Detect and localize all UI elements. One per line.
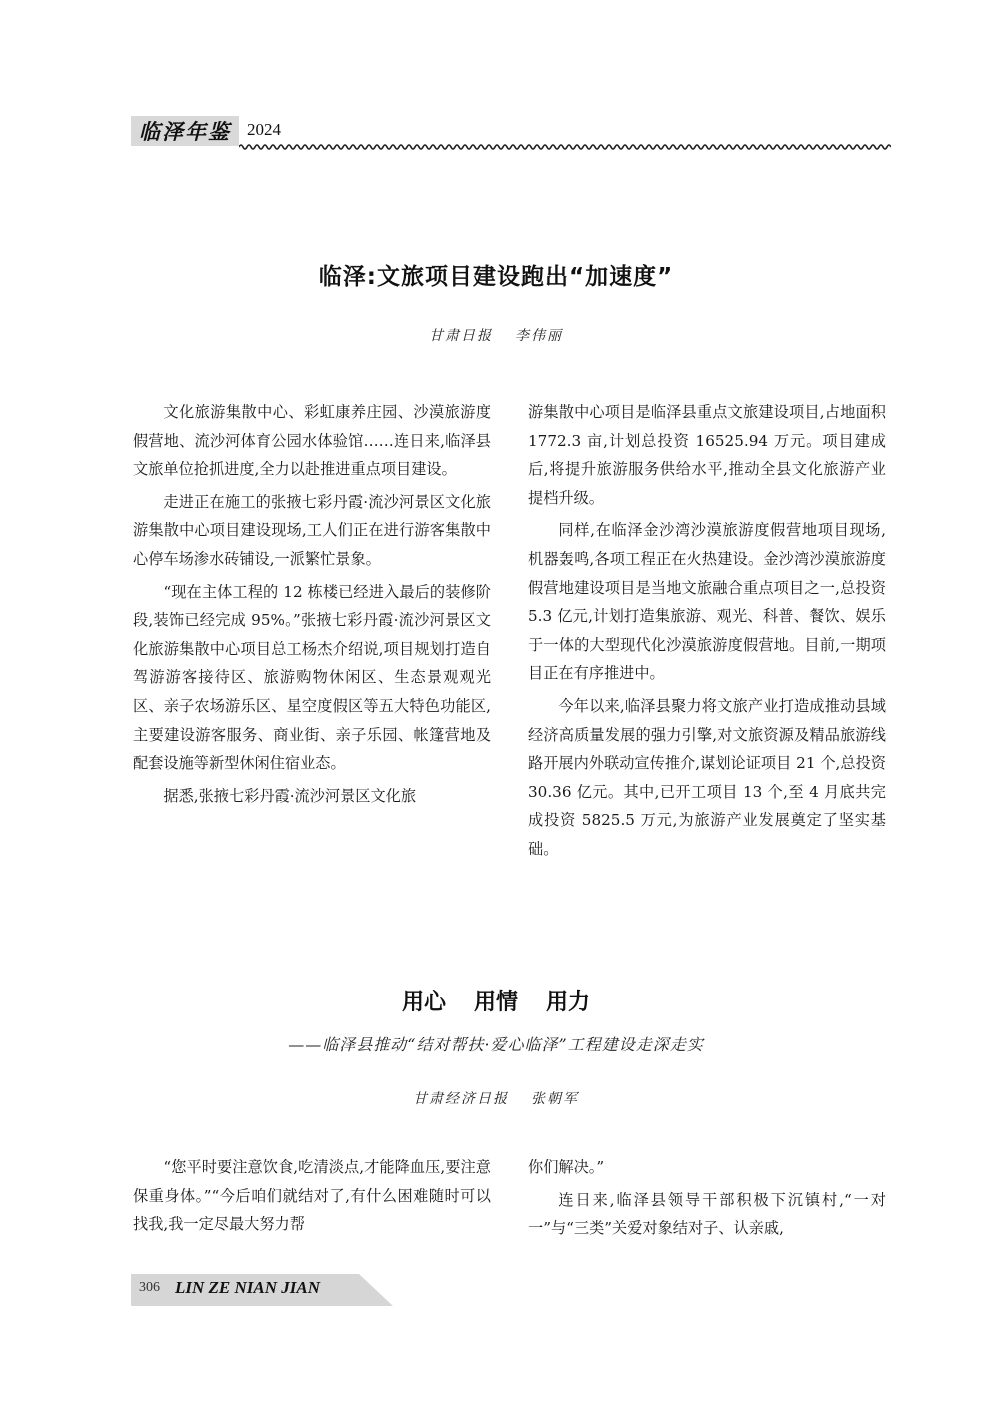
header-year: 2024 [247, 120, 281, 139]
article-1-title: 临泽:文旅项目建设跑出“加速度” [318, 264, 674, 290]
article-1-byline [0, 325, 992, 345]
article-2-byline [0, 1088, 992, 1108]
article-2-subtitle: ——临泽县推动“结对帮扶·爱心临泽”工程建设走深走实 [288, 1035, 704, 1054]
paragraph: 游集散中心项目是临泽县重点文旅建设项目,占地面积 1772.3 亩,计划总投资 16525.94 万元。项目建成后,将提升旅游服务供给水平,推动全县文化旅游产业提档升级。 [528, 403, 886, 507]
article-2-title-part: 用力 [546, 990, 591, 1015]
article-1-author: 李伟丽 [515, 328, 563, 344]
paragraph: 你们解决。” [528, 1158, 605, 1176]
article-2-title [0, 985, 992, 1016]
article-2-right-column [528, 1153, 886, 1247]
running-header [131, 116, 891, 152]
paragraph: 连日来,临泽县领导干部积极下沉镇村,“一对一”与“三类”关爱对象结对子、认亲戚, [528, 1190, 886, 1238]
paragraph: 今年以来,临泽县聚力将文旅产业打造成推动县域经济高质量发展的强力引擎,对文旅资源及精品旅游线路开展内外联动宣传推介,谋划论证项目 21 个,总投资 30.36 亿元。其中,已开工项目 13 个,至 4 月底共完成投资 5825.5 万元,为旅游产业发展奠定了坚实基础。 [528, 696, 886, 858]
wavy-rule-decoration [239, 142, 891, 152]
paragraph: 据悉,张掖七彩丹霞·流沙河景区文化旅 [163, 786, 417, 805]
yearbook-name-tag: 临泽年鉴 [131, 116, 239, 146]
paragraph: “现在主体工程的 12 栋楼已经进入最后的装修阶段,装饰已经完成 95%。”张掖七彩丹霞·流沙河景区文化旅游集散中心项目总工杨杰介绍说,项目规划打造自驾游游客接待区、旅游购物休闲区、生态景观观光区、亲子农场游乐区、星空度假区等五大特色功能区,主要建设游客服务、商业街、亲子乐园、帐篷营地及配套设施等新型休闲住宿业态。 [133, 582, 491, 773]
paragraph: 走进正在施工的张掖七彩丹霞·流沙河景区文化旅游集散中心项目建设现场,工人们正在进行游客集散中心停车场渗水砖铺设,一派繁忙景象。 [133, 492, 491, 568]
article-1-source: 甘肃日报 [429, 328, 493, 344]
paragraph: 同样,在临泽金沙湾沙漠旅游度假营地项目现场,机器轰鸣,各项工程正在火热建设。金沙湾沙漠旅游度假营地建设项目是当地文旅融合重点项目之一,总投资 5.3 亿元,计划打造集旅游、观光、科普、餐饮、娱乐于一体的大型现代化沙漠旅游度假营地。目前,一期项目正在有序推进中。 [528, 521, 886, 683]
article-2-title-part: 用心 [401, 990, 446, 1015]
running-footer [131, 1274, 393, 1306]
article-1-right-column [528, 398, 886, 868]
page-number: 306 [139, 1280, 160, 1295]
article-2-title-part: 用情 [473, 990, 518, 1015]
paragraph: “您平时要注意饮食,吃清淡点,才能降血压,要注意保重身体。”“今后咱们就结对了,有什么困难随时可以找我,我一定尽最大努力帮 [133, 1158, 491, 1234]
article-2-author: 张朝军 [531, 1091, 579, 1107]
running-title: LIN ZE NIAN JIAN [175, 1278, 320, 1297]
paragraph: 文化旅游集散中心、彩虹康养庄园、沙漠旅游度假营地、流沙河体育公园水体验馆……连日来,临泽县文旅单位抢抓进度,全力以赴推进重点项目建设。 [133, 403, 491, 479]
article-2-source: 甘肃经济日报 [413, 1091, 509, 1107]
article-1-left-column [133, 398, 491, 814]
article-2-left-column [133, 1153, 491, 1243]
